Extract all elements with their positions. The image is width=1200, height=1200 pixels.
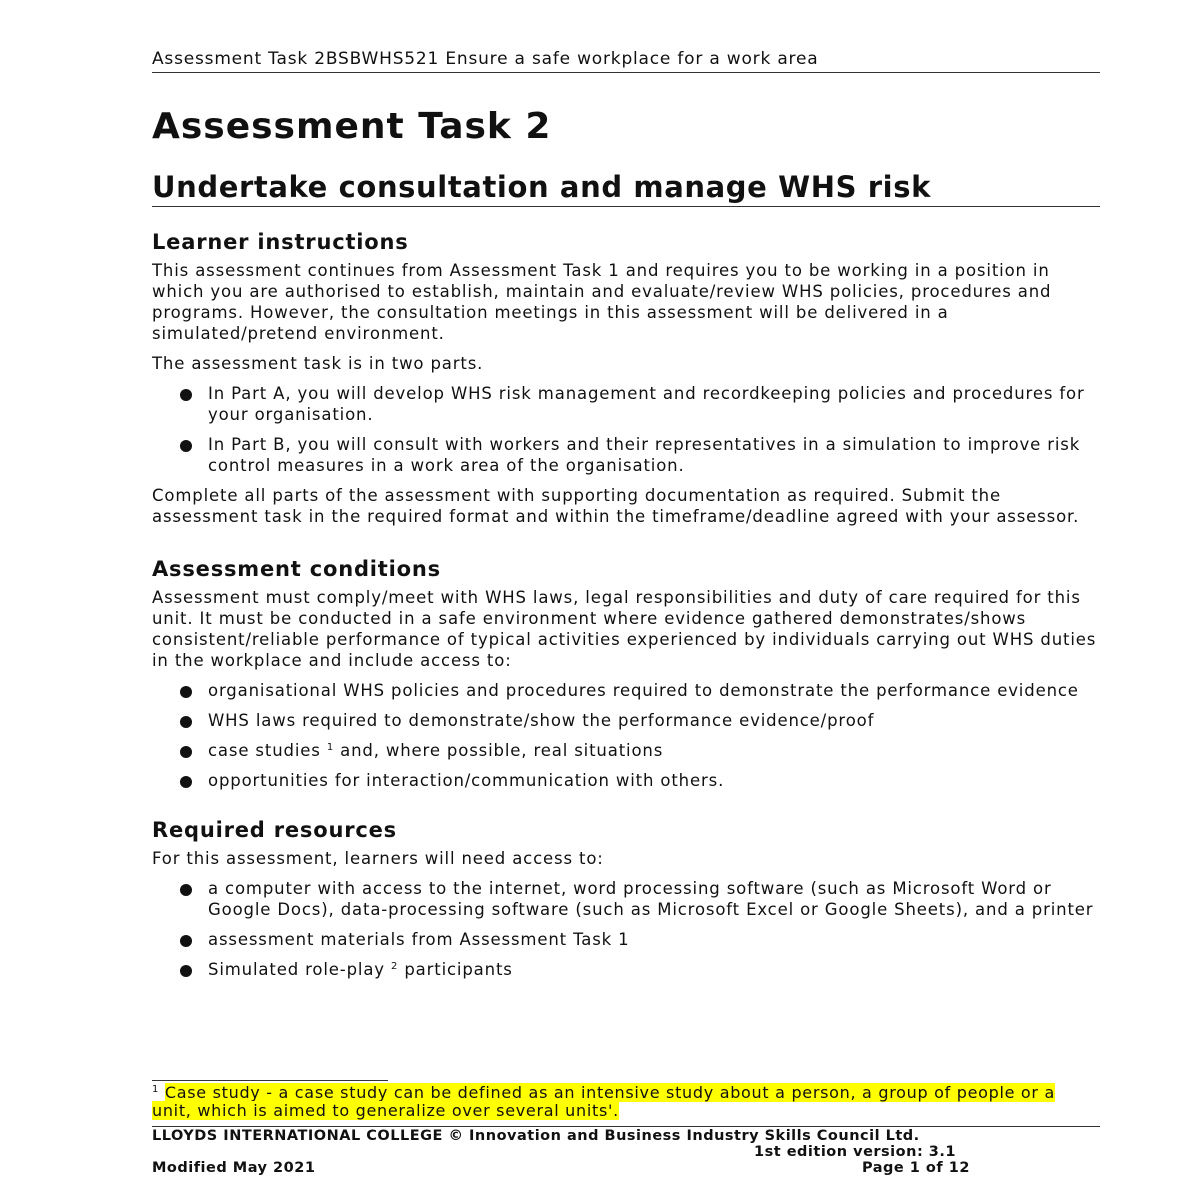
footnote-reference[interactable]: 1 bbox=[326, 742, 335, 753]
learner-instructions-para-3: Complete all parts of the assessment with supporting documentation as required. Submit the assessment task in the required format and within the timeframe/deadline agreed with your assessor. bbox=[152, 486, 1080, 526]
list-item-text: organisational WHS policies and procedures required to demonstrate the performance evidence bbox=[208, 681, 1079, 700]
list-item-text: In Part A, you will develop WHS risk management and recordkeeping policies and procedures for your organisation. bbox=[208, 384, 1085, 424]
list-item bbox=[152, 383, 1100, 425]
bullet-icon bbox=[180, 716, 192, 728]
list-item bbox=[152, 929, 1100, 950]
footnote bbox=[152, 1084, 1100, 1120]
conditions-list bbox=[152, 680, 1100, 791]
footer-modified: Modified May 2021 bbox=[152, 1160, 316, 1176]
document-body bbox=[152, 228, 1100, 989]
footnote-text: Case study - a case study can be defined as an intensive study about a person, a group of people or a unit, which is aimed to generalize over several units'. bbox=[152, 1083, 1055, 1120]
learner-instructions-heading: Learner instructions bbox=[152, 230, 409, 254]
list-item bbox=[152, 710, 1100, 731]
required-resources-section bbox=[152, 816, 1100, 980]
footer-edition: 1st edition version: 3.1 bbox=[754, 1144, 956, 1160]
learner-instructions-para-2: The assessment task is in two parts. bbox=[152, 354, 484, 373]
bullet-icon bbox=[180, 746, 192, 758]
bullet-icon bbox=[180, 884, 192, 896]
footnote-divider bbox=[152, 1080, 388, 1081]
assessment-conditions-section bbox=[152, 555, 1100, 791]
list-item-text: Simulated role-play bbox=[208, 960, 392, 979]
bullet-icon bbox=[180, 389, 192, 401]
page-subtitle: Undertake consultation and manage WHS risk bbox=[152, 168, 1100, 207]
bullet-icon bbox=[180, 440, 192, 452]
list-item-text: WHS laws required to demonstrate/show the performance evidence/proof bbox=[208, 711, 875, 730]
list-item-text: participants bbox=[398, 960, 513, 979]
resources-list bbox=[152, 878, 1100, 980]
list-item-text: a computer with access to the internet, word processing software (such as Microsoft Word or Google Docs), data-processing software (such as Microsoft Excel or Google Sheets), and a printer bbox=[208, 879, 1094, 919]
assessment-conditions-heading: Assessment conditions bbox=[152, 557, 441, 581]
required-resources-heading: Required resources bbox=[152, 818, 397, 842]
list-item-text: opportunities for interaction/communication with others. bbox=[208, 771, 725, 790]
bullet-icon bbox=[180, 776, 192, 788]
assessment-conditions-para: Assessment must comply/meet with WHS laws, legal responsibilities and duty of care required for this unit. It must be conducted in a safe environment where evidence gathered demonstrates/shows consistent/reliable performance of typical activities experienced by individuals carrying out WHS duties in the workplace and include access to: bbox=[152, 588, 1097, 670]
footer-divider bbox=[152, 1126, 1100, 1127]
list-item bbox=[152, 878, 1100, 920]
list-item bbox=[152, 770, 1100, 791]
learner-instructions-section bbox=[152, 228, 1100, 527]
learner-instructions-para-1: This assessment continues from Assessment Task 1 and requires you to be working in a position in which you are authorised to establish, maintain and evaluate/review WHS policies, procedures and programs. However, the consultation meetings in this assessment will be delivered in a simulated/pretend environment. bbox=[152, 261, 1052, 343]
running-header: Assessment Task 2BSBWHS521 Ensure a safe workplace for a work area bbox=[152, 48, 1100, 73]
list-item-text: assessment materials from Assessment Task 1 bbox=[208, 930, 630, 949]
bullet-icon bbox=[180, 686, 192, 698]
list-item bbox=[152, 680, 1100, 701]
list-item-text: and, where possible, real situations bbox=[334, 741, 664, 760]
footer-page-number: Page 1 of 12 bbox=[862, 1160, 970, 1176]
required-resources-para: For this assessment, learners will need access to: bbox=[152, 849, 604, 868]
bullet-icon bbox=[180, 965, 192, 977]
page-footer bbox=[152, 1128, 1100, 1176]
list-item bbox=[152, 959, 1100, 980]
footer-copyright: LLOYDS INTERNATIONAL COLLEGE © Innovation and Business Industry Skills Council Ltd. bbox=[152, 1128, 920, 1144]
footnote-reference[interactable]: 2 bbox=[391, 961, 399, 972]
parts-list bbox=[152, 383, 1100, 476]
page-title: Assessment Task 2 bbox=[152, 106, 552, 147]
bullet-icon bbox=[180, 935, 192, 947]
list-item bbox=[152, 740, 1100, 761]
list-item bbox=[152, 434, 1100, 476]
list-item-text: case studies bbox=[208, 741, 327, 760]
list-item-text: In Part B, you will consult with workers and their representatives in a simulation to improve risk control measures in a work area of the organisation. bbox=[208, 435, 1081, 475]
footnote-marker: 1 bbox=[152, 1084, 160, 1095]
